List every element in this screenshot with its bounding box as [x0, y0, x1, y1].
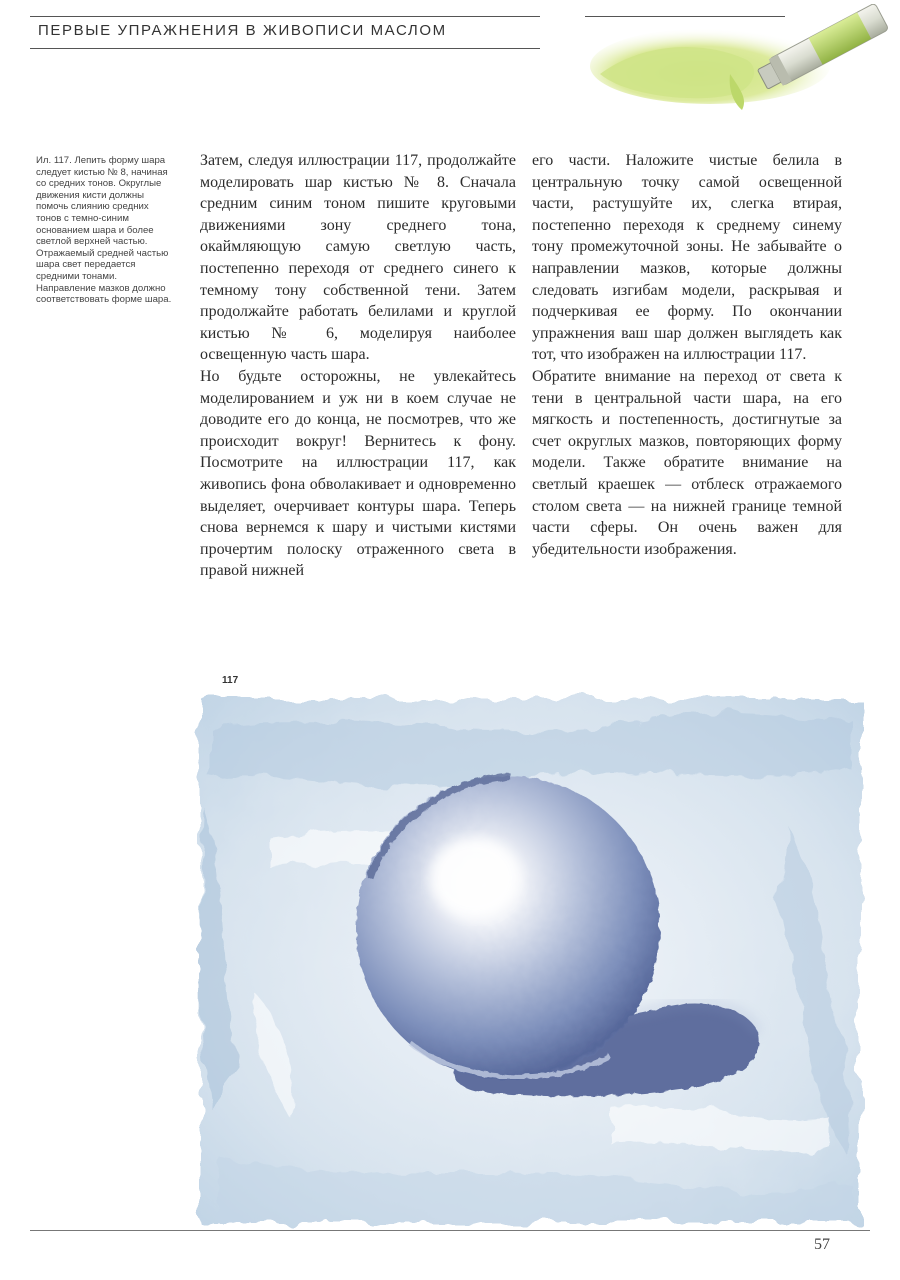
- figure-caption: Ил. 117. Лепить форму шара следует кистью № 8, начиная со средних тонов. Округлые движения кисти должны помочь слиянию средних тонов с темно-синим основанием шара и более светлой верхней частью. Отражаемый средней частью шара свет передается средними тонами. Направление мазков должно соответствовать форме шара.: [36, 155, 172, 306]
- paragraph: Но будьте осторожны, не увлекайтесь моделированием и уж ни в коем случае не доводите его до конца, не посмотрев, что же происходит вокруг! Вернитесь к фону. Посмотрите на иллюстрации 117, как живопись фона обволакивает и одновременно выделяет, очерчивает контуры шара. Теперь снова вернемся к шару и чистыми кистями прочертим полоску отраженного света в правой нижней: [200, 367, 516, 580]
- paint-tube-icon: [570, 4, 895, 114]
- header-rule-top: [30, 16, 540, 17]
- sphere-painting: [190, 688, 870, 1233]
- text-column-2: [532, 150, 842, 560]
- footer-rule: [30, 1230, 870, 1231]
- page-number: 57: [814, 1236, 830, 1253]
- paragraph: Затем, следуя иллюстрации 117, продолжайте моделировать шар кистью № 8. Сначала средним синим тоном пишите круговыми движениями зону среднего тона, окаймляющую самую светлую часть, постепенно переходя от среднего синего к темному тону собственной тени. Затем продолжайте работать белилами и круглой кистью № 6, моделируя наиболее освещенную часть шара.: [200, 152, 516, 364]
- text-column-1: [200, 150, 516, 582]
- paragraph: его части. Наложите чистые белила в центральную точку самой освещенной части, растушуйте их, слегка втирая, постепенно переходя к среднему синему тону промежуточной зоны. Не забывайте о направлении мазков, которые должны следовать изгибам модели, раскрывая и подчеркивая ее форму. По окончании упражнения ваш шар должен выглядеть как тот, что изображен на иллюстрации 117.: [532, 152, 842, 364]
- header-rule-bottom: [30, 48, 540, 49]
- paragraph: Обратите внимание на переход от света к тени в центральной части шара, на его мягкость и постепенность, достигнутые за счет округлых мазков, повторяющих форму модели. Также обратите внимание на светлый краешек — отблеск отражаемого столом света — на нижней границе темной части сферы. Он очень важен для убедительности изображения.: [532, 367, 842, 558]
- section-title: ПЕРВЫЕ УПРАЖНЕНИЯ В ЖИВОПИСИ МАСЛОМ: [38, 22, 447, 39]
- figure-number: 117: [222, 675, 239, 686]
